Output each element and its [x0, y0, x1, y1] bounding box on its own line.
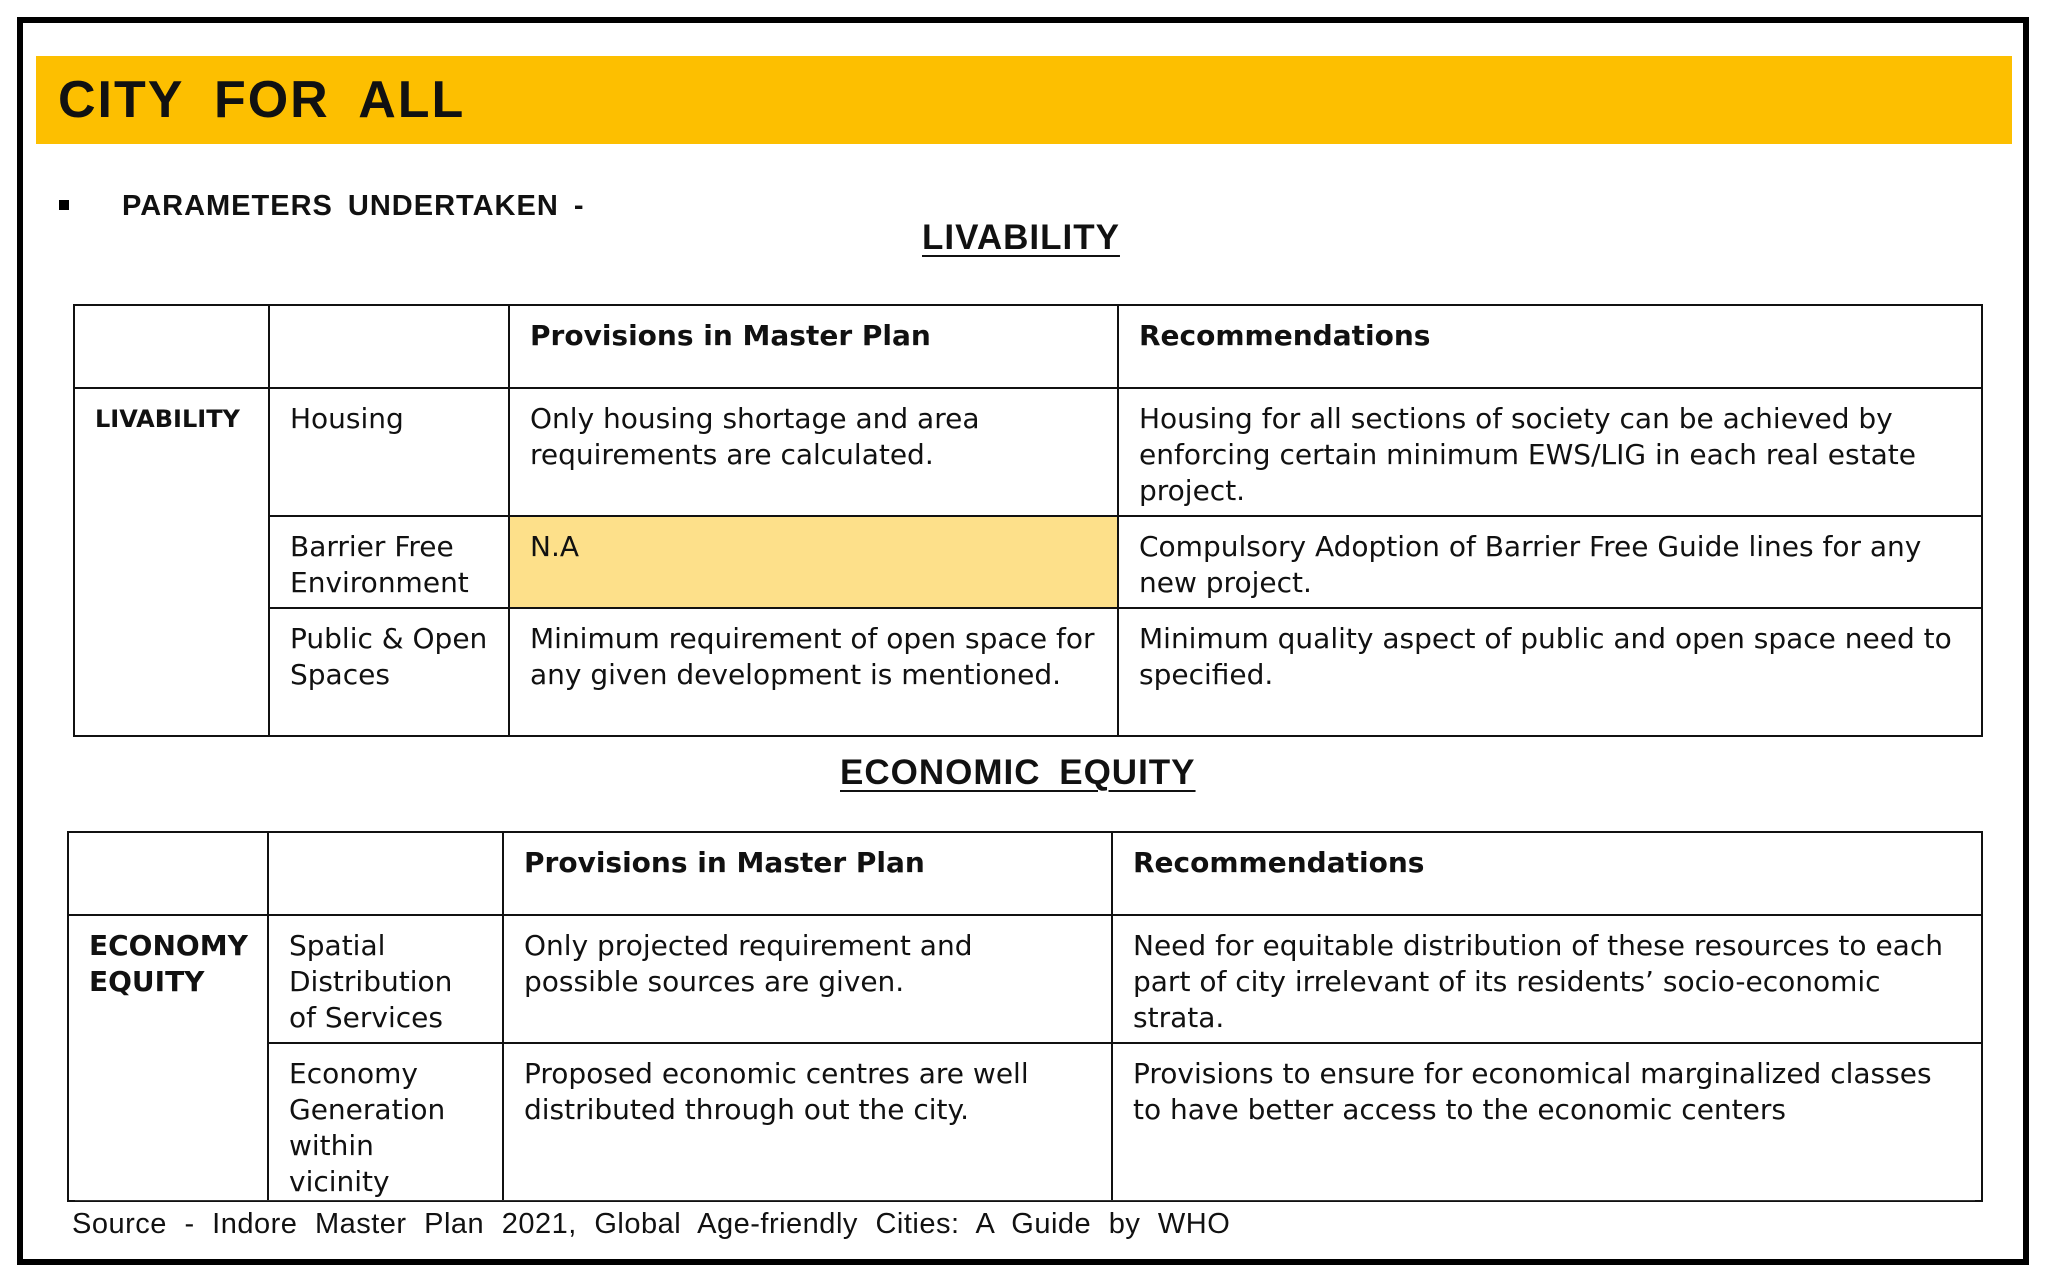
bullet-marker	[59, 200, 69, 210]
recommendation-cell: Housing for all sections of society can be achieved by enforcing certain minimum EWS/LIG in each real estate project.	[1118, 388, 1982, 516]
table-row	[74, 388, 1982, 516]
parameter-cell: Public & Open Spaces	[269, 608, 509, 736]
header-recommendations: Recommendations	[1118, 305, 1982, 388]
header-empty-cell	[268, 832, 503, 915]
recommendation-cell: Minimum quality aspect of public and open space need to specified.	[1118, 608, 1982, 736]
table-header-row	[74, 305, 1982, 388]
parameter-cell: Spatial Distribution of Services	[268, 915, 503, 1043]
header-empty-cell	[74, 305, 269, 388]
page-title: CITY FOR ALL	[58, 71, 466, 129]
livability-table	[73, 304, 1983, 737]
economic-equity-heading: ECONOMIC EQUITY	[840, 753, 1196, 792]
header-provisions: Provisions in Master Plan	[509, 305, 1118, 388]
table-header-row	[68, 832, 1982, 915]
recommendation-cell: Need for equitable distribution of these resources to each part of city irrelevant of its residents’ socio-economic strata.	[1112, 915, 1982, 1043]
table-row	[74, 516, 1982, 608]
table-row	[74, 608, 1982, 736]
parameter-cell: Barrier Free Environment	[269, 516, 509, 608]
table-row	[68, 915, 1982, 1043]
provision-cell: Only projected requirement and possible sources are given.	[503, 915, 1112, 1043]
provision-cell: Only housing shortage and area requirements are calculated.	[509, 388, 1118, 516]
livability-heading: LIVABILITY	[922, 218, 1120, 257]
provision-cell: Proposed economic centres are well distributed through out the city.	[503, 1043, 1112, 1201]
header-empty-cell	[269, 305, 509, 388]
header-empty-cell	[68, 832, 268, 915]
parameter-cell: Housing	[269, 388, 509, 516]
category-cell: LIVABILITY	[74, 388, 269, 736]
header-provisions: Provisions in Master Plan	[503, 832, 1112, 915]
provision-cell: Minimum requirement of open space for any given development is mentioned.	[509, 608, 1118, 736]
recommendation-cell: Compulsory Adoption of Barrier Free Guide lines for any new project.	[1118, 516, 1982, 608]
header-recommendations: Recommendations	[1112, 832, 1982, 915]
parameter-cell: Economy Generation within vicinity	[268, 1043, 503, 1201]
title-bar	[36, 56, 2012, 144]
parameters-heading: PARAMETERS UNDERTAKEN -	[122, 190, 585, 222]
source-divider	[75, 1200, 1975, 1201]
provision-cell-highlighted: N.A	[509, 516, 1118, 608]
economic-equity-table	[67, 831, 1983, 1202]
table-row	[68, 1043, 1982, 1201]
category-cell: ECONOMY EQUITY	[68, 915, 268, 1201]
recommendation-cell: Provisions to ensure for economical marginalized classes to have better access to the economic centers	[1112, 1043, 1982, 1201]
source-citation: Source - Indore Master Plan 2021, Global Age-friendly Cities: A Guide by WHO	[72, 1208, 1231, 1240]
